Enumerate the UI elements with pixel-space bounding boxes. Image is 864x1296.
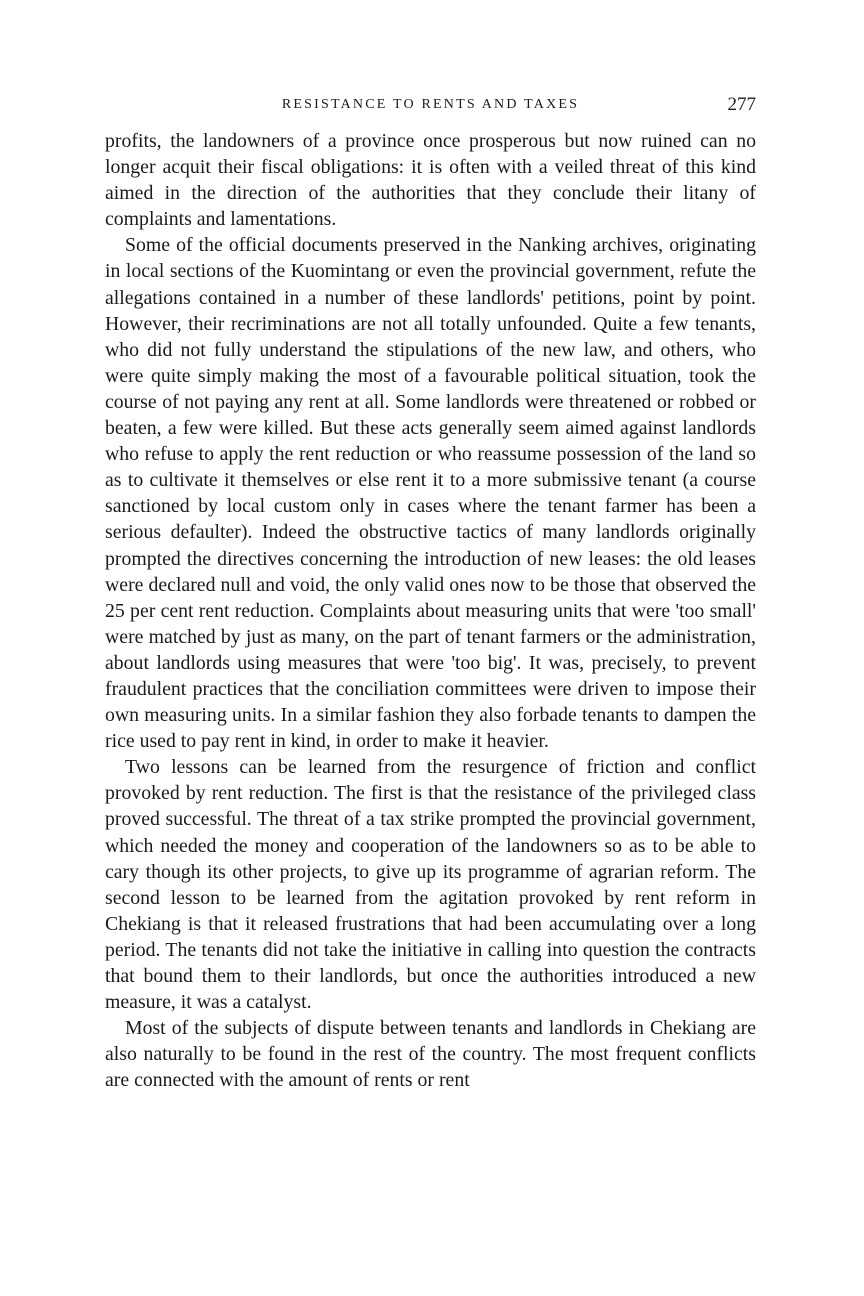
paragraph-official-documents: Some of the official documents preserved in the Nanking archives, originating in local sections of the Kuomintang or even the provincial government, refute the allegations contained in a number of these landlords' petitions, point by point. However, their recriminations are not all totally unfounded. Quite a few tenants, who did not fully understand the stipulations of the new law, and others, who were quite simply making the most of a favourable political situation, took the course of not paying any rent at all. Some landlords were threatened or robbed or beaten, a few were killed. But these acts generally seem aimed against landlords who refuse to apply the rent reduction or who reassume possession of the land so as to cultivate it themselves or else rent it to a more submissive tenant (a course sanctioned by local custom only in cases where the tenant farmer has been a serious defaulter). Indeed the obstructive tactics of many landlords originally prompted the directives concerning the introduction of new leases: the old leases were declared null and void, the only valid ones now to be those that observed the 25 per cent rent reduction. Complaints about measuring units that were 'too small' were matched by just as many, on the part of tenant farmers or the administration, about landlords using measures that were 'too big'. It was, precisely, to prevent fraudulent practices that the conciliation committees were driven to impose their own measuring units. In a similar fashion they also forbade tenants to dampen the rice used to pay rent in kind, in order to make it heavier. [105, 234, 756, 753]
body-text [105, 128, 756, 1093]
paragraph-two-lessons: Two lessons can be learned from the resurgence of friction and conflict provoked by rent reduction. The first is that the resistance of the privileged class proved successful. The threat of a tax strike prompted the provincial government, which needed the money and cooperation of the landowners so as to be able to cary though its other projects, to give up its programme of agrarian reform. The second lesson to be learned from the agitation provoked by rent reform in Chekiang is that it released frustrations that had been accumulating over a long period. The tenants did not take the initiative in calling into question the contracts that bound them to their landlords, but once the authorities introduced a new measure, it was a catalyst. [105, 756, 756, 1014]
page-number: 277 [727, 94, 756, 115]
running-head [105, 93, 756, 117]
running-title: RESISTANCE TO RENTS AND TAXES [281, 97, 580, 112]
paragraph-continued: profits, the landowners of a province once prosperous but now ruined can no longer acquit their fiscal obligations: it is often with a veiled threat of this kind aimed in the direction of the authorities that they conclude their litany of complaints and lamentations. [105, 130, 756, 231]
paragraph-subjects-of-dispute: Most of the subjects of dispute between tenants and landlords in Chekiang are also naturally to be found in the rest of the country. The most frequent conflicts are connected with the amount of rents or rent [105, 1017, 756, 1092]
